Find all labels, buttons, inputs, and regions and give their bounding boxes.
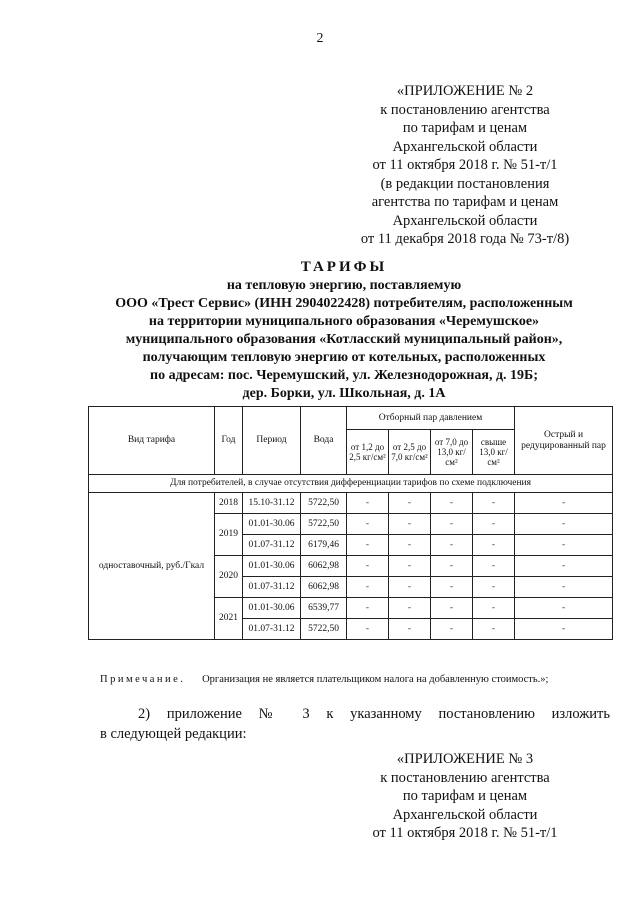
dash-cell: - [473, 598, 515, 619]
header-steam-4: свыше 13,0 кг/см² [473, 430, 515, 475]
page-number: 2 [316, 31, 324, 46]
dash-cell: - [389, 598, 431, 619]
dash-cell: - [473, 619, 515, 640]
amendment-item-2 [100, 704, 610, 744]
item-2-line-2: в следующей редакции: [100, 726, 247, 742]
header-steam-group: Отборный пар давлением [347, 407, 515, 430]
dash-cell: - [515, 598, 613, 619]
annex-line: по тарифам и ценам [402, 120, 528, 136]
title-line: по адресам: пос. Черемушский, ул. Железнодорожная, д. 19Б; [150, 368, 538, 383]
title-line: муниципального образования «Котласский муниципальный район», [125, 332, 563, 347]
dash-cell: - [389, 577, 431, 598]
dash-cell: - [389, 556, 431, 577]
dash-cell: - [389, 619, 431, 640]
water-value: 5722,50 [301, 619, 347, 640]
year-cell: 2018 [215, 493, 243, 514]
header-year: Год [215, 407, 243, 475]
header-steam-3: от 7,0 до 13,0 кг/см² [431, 430, 473, 475]
header-steam-2: от 2,5 до 7,0 кг/см² [389, 430, 431, 475]
period-cell: 01.07-31.12 [243, 535, 301, 556]
period-cell: 01.07-31.12 [243, 577, 301, 598]
dash-cell: - [347, 493, 389, 514]
annex-3-header [330, 750, 600, 843]
note-text: Организация не является плательщиком налога на добавленную стоимость.»; [202, 674, 549, 685]
annex-line: от 11 октября 2018 г. № 51-т/1 [372, 825, 558, 841]
dash-cell: - [347, 619, 389, 640]
document-title [80, 258, 608, 403]
water-value: 5722,50 [301, 514, 347, 535]
dash-cell: - [515, 556, 613, 577]
water-value: 5722,50 [301, 493, 347, 514]
tariff-table [88, 406, 613, 640]
water-value: 6539,77 [301, 598, 347, 619]
year-cell: 2021 [215, 598, 243, 640]
title-heading: ТАРИФЫ [300, 259, 388, 275]
annex-line: к постановлению агентства [380, 101, 550, 118]
annex-line: по тарифам и ценам [402, 788, 528, 804]
dash-cell: - [389, 514, 431, 535]
dash-cell: - [347, 556, 389, 577]
title-line: дер. Борки, ул. Школьная, д. 1А [242, 386, 446, 401]
annex-line: Архангельской области [392, 212, 538, 229]
dash-cell: - [389, 535, 431, 556]
annex-line: «ПРИЛОЖЕНИЕ № 3 [396, 751, 534, 767]
tariff-type-cell: одноставочный, руб./Гкал [89, 493, 215, 640]
dash-cell: - [431, 598, 473, 619]
dash-cell: - [431, 577, 473, 598]
dash-cell: - [473, 556, 515, 577]
dash-cell: - [431, 556, 473, 577]
dash-cell: - [515, 535, 613, 556]
annex-2-header [330, 82, 600, 249]
title-line: получающим тепловую энергию от котельных, расположенных [142, 350, 546, 365]
year-cell: 2019 [215, 514, 243, 556]
dash-cell: - [347, 598, 389, 619]
period-cell: 15.10-31.12 [243, 493, 301, 514]
section-label: Для потребителей, в случае отсутствия дифференциации тарифов по схеме подключения [89, 475, 613, 493]
annex-line: к постановлению агентства [380, 769, 550, 786]
dash-cell: - [431, 514, 473, 535]
period-cell: 01.01-30.06 [243, 556, 301, 577]
note-label: Примечание. [100, 674, 186, 685]
item-2-line-1: 2) приложение № 3 к указанному постановлению изложить [138, 706, 610, 722]
water-value: 6062,98 [301, 577, 347, 598]
dash-cell: - [347, 535, 389, 556]
dash-cell: - [515, 514, 613, 535]
dash-cell: - [515, 577, 613, 598]
period-cell: 01.07-31.12 [243, 619, 301, 640]
header-period: Период [243, 407, 301, 475]
dash-cell: - [473, 577, 515, 598]
dash-cell: - [431, 619, 473, 640]
period-cell: 01.01-30.06 [243, 514, 301, 535]
header-steam-1: от 1,2 до 2,5 кг/см² [347, 430, 389, 475]
annex-line: Архангельской области [392, 138, 538, 155]
dash-cell: - [347, 514, 389, 535]
dash-cell: - [515, 493, 613, 514]
header-sharp-steam: Острый и редуцированный пар [515, 407, 613, 475]
dash-cell: - [473, 514, 515, 535]
table-row [89, 493, 613, 514]
table-note [100, 674, 620, 685]
annex-line: от 11 октября 2018 г. № 51-т/1 [372, 157, 558, 173]
annex-line: «ПРИЛОЖЕНИЕ № 2 [396, 83, 534, 99]
dash-cell: - [431, 493, 473, 514]
dash-cell: - [473, 535, 515, 556]
dash-cell: - [347, 577, 389, 598]
year-cell: 2020 [215, 556, 243, 598]
water-value: 6179,46 [301, 535, 347, 556]
water-value: 6062,98 [301, 556, 347, 577]
title-line: ООО «Трест Сервис» (ИНН 2904022428) потребителям, расположенным [115, 296, 573, 311]
title-line: на тепловую энергию, поставляемую [226, 278, 462, 293]
period-cell: 01.01-30.06 [243, 598, 301, 619]
annex-line: (в редакции постановления [380, 175, 550, 192]
annex-line: Архангельской области [392, 806, 538, 823]
dash-cell: - [473, 493, 515, 514]
title-line: на территории муниципального образования «Черемушское» [148, 314, 540, 329]
header-tariff-type: Вид тарифа [89, 407, 215, 475]
annex-line: от 11 декабря 2018 года № 73-т/8) [360, 231, 570, 247]
annex-line: агентства по тарифам и ценам [371, 194, 559, 210]
dash-cell: - [515, 619, 613, 640]
header-water: Вода [301, 407, 347, 475]
dash-cell: - [431, 535, 473, 556]
dash-cell: - [389, 493, 431, 514]
